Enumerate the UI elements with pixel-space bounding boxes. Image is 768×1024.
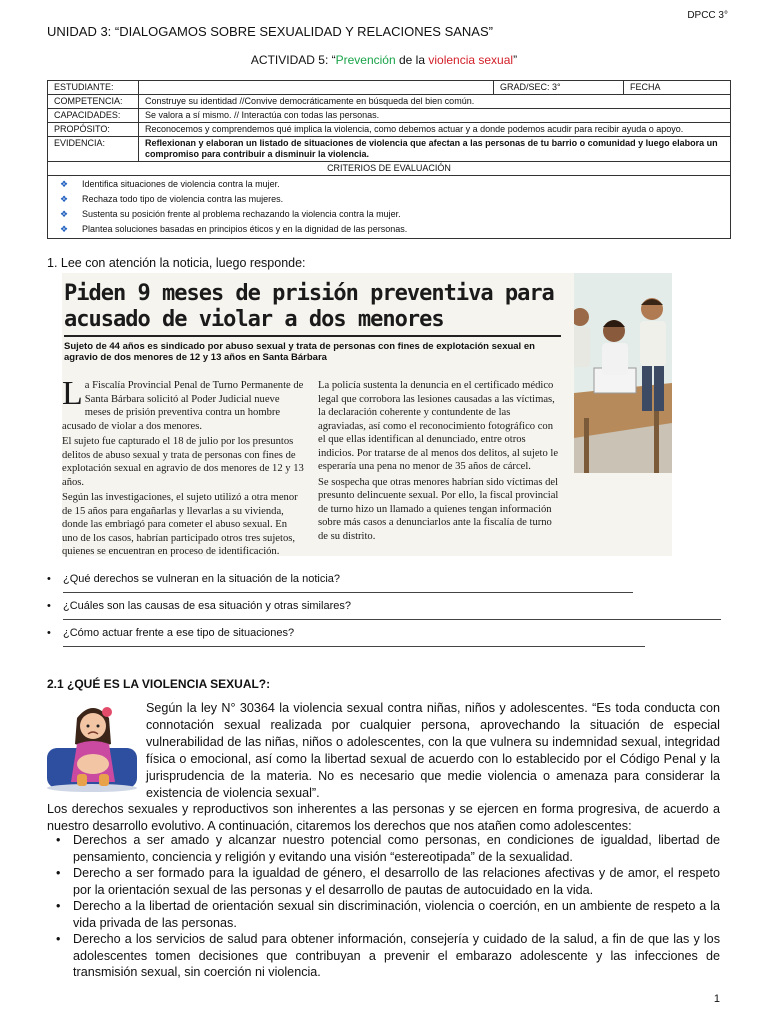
date-label[interactable]: FECHA	[624, 81, 731, 95]
news-paragraph: Según las investigaciones, el sujeto utilizó a otra menor de 15 años para engañarlas y llevarlas a su vivienda, donde las embriagó para cometer el abuso sexual. En uno de los casos, habrían participado otros tres sujetos, quienes se encuentran en proceso de identificación.	[62, 492, 298, 557]
news-headline: Piden 9 meses de prisión preventiva para acusado de violar a dos menores	[64, 281, 554, 332]
activity-mid: de la	[395, 53, 429, 67]
page-number: 1	[713, 993, 720, 1005]
criteria-item	[60, 222, 724, 237]
capacities-row	[48, 109, 731, 123]
bullet-icon: •	[47, 573, 51, 585]
diamond-bullet-icon: ❖	[60, 209, 69, 219]
news-paragraph-text: a Fiscalía Provincial Penal de Turno Permanente de Santa Bárbara solicitó al Poder Judicial nueve meses de prisión preventiva contra un hombre acusado de violar a dos menores.	[62, 380, 304, 432]
evidence-row	[48, 137, 731, 162]
bullet-icon: •	[47, 600, 51, 612]
criteria-text: Sustenta su posición frente al problema rechazando la violencia contra la mujer.	[82, 209, 401, 219]
question-item	[47, 599, 737, 614]
rights-intro: Los derechos sexuales y reproductivos son inherentes a las personas y se ejercen en forma progresiva, de acuerdo a nuestro desarrollo evolutivo. A continuación, citaremos los derechos que nos atañen como adolescentes:	[47, 802, 720, 833]
questions-block	[47, 572, 737, 653]
rights-item: • Derechos a ser amado y alcanzar nuestro potencial como personas, en condiciones de igualdad, libertad de pensamiento, conciencia y religión y evitando una visión “estereotipada” de la sexualidad.	[47, 832, 720, 865]
criteria-list	[54, 177, 724, 237]
headline-divider	[64, 335, 561, 337]
news-subhead: Sujeto de 44 años es sindicado por abuso sexual y trata de personas con fines de explotación sexual en agravio de dos menores de 12 y 13 años en Santa Bárbara	[64, 341, 535, 363]
rights-item: • Derecho a la libertad de orientación sexual sin discriminación, violencia o coerción, en un ambiente de respeto a la vida privada de las personas.	[47, 898, 720, 931]
student-row	[48, 81, 731, 95]
unit-title: UNIDAD 3: “DIALOGAMOS SOBRE SEXUALIDAD Y RELACIONES SANAS”	[47, 24, 493, 39]
news-paragraph: Se sospecha que otras menores habrían sido víctimas del presunto delincuente sexual. Por ello, la fiscal provincial de turno hizo un llamado a quienes tengan información sobre más casos a denunciarlos ante la fiscalía de turno de su distrito.	[318, 476, 559, 542]
bullet-icon: •	[47, 627, 51, 639]
criteria-cell	[48, 176, 731, 239]
question-item	[47, 572, 737, 587]
student-label: ESTUDIANTE:	[48, 81, 139, 95]
law-definition: Según la ley N° 30364 la violencia sexual contra niñas, niños y adolescentes. “Es toda conducta con connotación sexual realizada por cualquier persona, aprovechando la situación de especial vulnerabilidad de las niñas, niños o adolescentes, con la que vulnera su indemnidad sexual, integridad física o emocional, así como la libertad sexual de acuerdo con lo establecido por el Código Penal y la jurisprudencia de la materia. No es necesario que medie violencia o amenaza para considerar la existencia de violencia sexual”.	[146, 701, 720, 800]
purpose-label: PROPÓSITO:	[48, 123, 139, 137]
news-paragraph: La policía sustenta la denuncia en el certificado médico legal que corrobora las lesiones causadas a las víctimas, la declaración coherente y contundente de las agraviadas, así como el reconocimiento fotográfico con el que ellas identifican al denunciado, entre otros indicios. Por tratarse de al menos dos delitos, al sujeto le esperaría una pena no menor de 35 años de cárcel.	[318, 380, 559, 472]
rights-item: • Derecho a ser formado para la igualdad de género, el desarrollo de las relaciones afectivas y de amor, el respeto por la orientación sexual de las personas y el desarrollo de pautas de autocuidado en la vida.	[47, 865, 720, 898]
purpose-row	[48, 123, 731, 137]
criteria-header-row	[48, 162, 731, 176]
criteria-item	[60, 207, 724, 222]
purpose-value: Reconocemos y comprendemos qué implica la violencia, como debemos actuar y a donde podemos acudir para recibir ayuda o apoyo.	[139, 123, 731, 137]
info-table	[47, 80, 731, 239]
activity-title	[0, 53, 768, 67]
news-column-right	[318, 379, 560, 545]
activity-title-green: Prevención	[335, 53, 396, 67]
criteria-item	[60, 177, 724, 192]
diamond-bullet-icon: ❖	[60, 179, 69, 189]
competence-value: Construye su identidad //Convive democráticamente en búsqueda del bien común.	[139, 95, 731, 109]
news-paragraph: El sujeto fue capturado el 18 de julio por los presuntos delitos de abuso sexual y trata de personas con fines de explotación sexual en agravio de dos menores de 12 y 13 años.	[62, 436, 304, 488]
section-title: 2.1 ¿QUÉ ES LA VIOLENCIA SEXUAL?:	[47, 677, 271, 691]
grade-label: GRAD/SEC: 3°	[494, 81, 624, 95]
evidence-label: EVIDENCIA:	[48, 137, 139, 162]
criteria-row	[48, 176, 731, 239]
student-value[interactable]	[139, 81, 494, 95]
news-clipping	[62, 273, 672, 556]
competence-label: COMPETENCIA:	[48, 95, 139, 109]
criteria-text: Rechaza todo tipo de violencia contra las mujeres.	[82, 194, 284, 204]
activity-title-red: violencia sexual	[428, 53, 514, 67]
news-paragraph	[62, 375, 304, 433]
criteria-text: Identifica situaciones de violencia contra la mujer.	[82, 179, 280, 189]
question-item	[47, 626, 737, 641]
reading-instruction: 1. Lee con atención la noticia, luego responde:	[47, 256, 306, 270]
capacities-value: Se valora a sí mismo. // Interactúa con todas las personas.	[139, 109, 731, 123]
sad-girl-illustration	[47, 700, 137, 792]
question-text: ¿Cómo actuar frente a ese tipo de situaciones?	[63, 627, 295, 639]
criteria-item	[60, 192, 724, 207]
students-illustration	[574, 273, 672, 473]
capacities-label: CAPACIDADES:	[48, 109, 139, 123]
diamond-bullet-icon: ❖	[60, 224, 69, 234]
question-text: ¿Qué derechos se vulneran en la situación de la noticia?	[63, 573, 341, 585]
criteria-header: CRITERIOS DE EVALUACIÓN	[48, 162, 731, 176]
criteria-text: Plantea soluciones basadas en principios éticos y en la dignidad de las personas.	[82, 224, 408, 234]
activity-suffix: ”	[513, 53, 518, 67]
competence-row	[48, 95, 731, 109]
rights-item: • Derecho a los servicios de salud para obtener información, consejería y cuidado de la salud, a fin de que las y los adolescentes tomen decisiones que contribuyan a prevenir el embarazo adolescente y las infecciones de transmisión sexual, sin coerción ni violencia.	[47, 931, 720, 981]
question-text: ¿Cuáles son las causas de esa situación y otras similares?	[63, 600, 351, 612]
evidence-value: Reflexionan y elaboran un listado de situaciones de violencia que afectan a las personas de tu barrio o comunidad y luego elabora un compromiso para contribuir a disminuir la violencia.	[139, 137, 731, 162]
news-column-left	[62, 375, 304, 561]
drop-cap: L	[62, 375, 83, 412]
document-code: DPCC 3°	[687, 10, 728, 21]
activity-prefix: ACTIVIDAD 5: “	[250, 53, 336, 67]
rights-list	[47, 832, 720, 981]
diamond-bullet-icon: ❖	[60, 194, 69, 204]
